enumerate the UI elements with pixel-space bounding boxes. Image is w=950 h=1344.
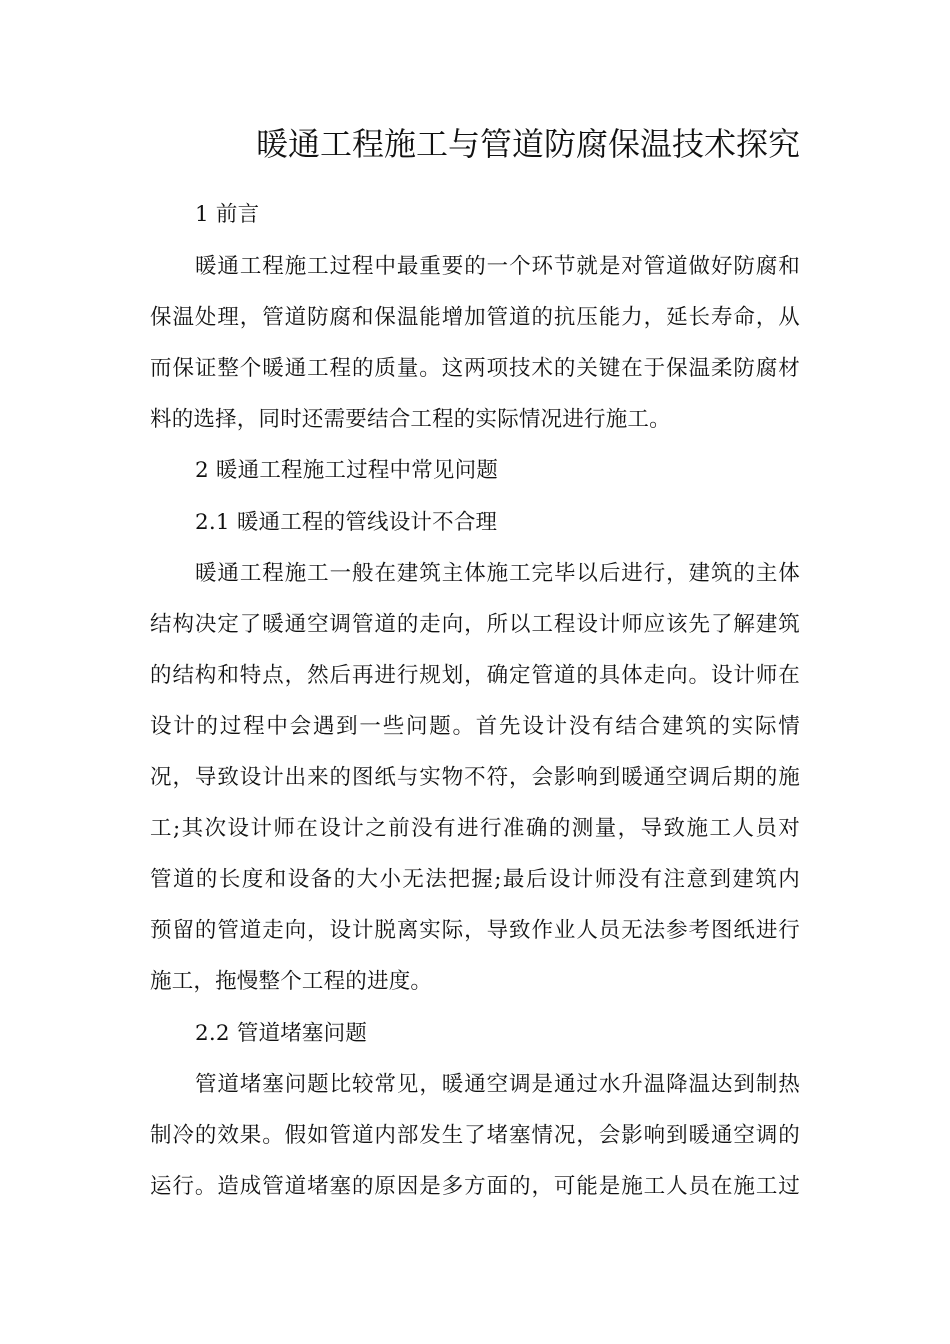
paragraph-line: 设计的过程中会遇到一些问题。首先设计没有结合建筑的实际情: [150, 714, 800, 739]
paragraph-line: 而保证整个暖通工程的质量。这两项技术的关键在于保温柔防腐材: [150, 356, 800, 381]
paragraph-line: 暖通工程施工过程中最重要的一个环节就是对管道做好防腐和: [195, 254, 800, 279]
paragraph-line: 保温处理，管道防腐和保温能增加管道的抗压能力，延长寿命，从: [150, 305, 800, 330]
paragraph-line: 运行。造成管道堵塞的原因是多方面的，可能是施工人员在施工过: [150, 1174, 800, 1199]
paragraph-line: 管道堵塞问题比较常见，暖通空调是通过水升温降温达到制热: [195, 1072, 800, 1097]
paragraph-line: 制冷的效果。假如管道内部发生了堵塞情况，会影响到暖通空调的: [150, 1123, 800, 1148]
document-title: 暖通工程施工与管道防腐保温技术探究: [255, 125, 800, 163]
subsection-heading-2-2: 2.2 管道堵塞问题: [195, 1021, 368, 1046]
paragraph-line: 预留的管道走向，设计脱离实际，导致作业人员无法参考图纸进行: [150, 918, 800, 943]
paragraph-line: 施工，拖慢整个工程的进度。: [150, 969, 433, 994]
paragraph-line: 料的选择，同时还需要结合工程的实际情况进行施工。: [150, 407, 671, 432]
subsection-heading-2-1: 2.1 暖通工程的管线设计不合理: [195, 510, 498, 535]
paragraph-line: 工;其次设计师在设计之前没有进行准确的测量，导致施工人员对: [150, 816, 800, 841]
paragraph-line: 结构决定了暖通空调管道的走向，所以工程设计师应该先了解建筑: [150, 612, 800, 637]
section-heading-1: 1 前言: [195, 202, 260, 227]
paragraph-line: 管道的长度和设备的大小无法把握;最后设计师没有注意到建筑内: [150, 867, 800, 892]
paragraph-line: 的结构和特点，然后再进行规划，确定管道的具体走向。设计师在: [150, 663, 800, 688]
paragraph-line: 况，导致设计出来的图纸与实物不符，会影响到暖通空调后期的施: [150, 765, 800, 790]
paragraph-line: 暖通工程施工一般在建筑主体施工完毕以后进行，建筑的主体: [195, 561, 800, 586]
section-heading-2: 2 暖通工程施工过程中常见问题: [195, 458, 499, 483]
